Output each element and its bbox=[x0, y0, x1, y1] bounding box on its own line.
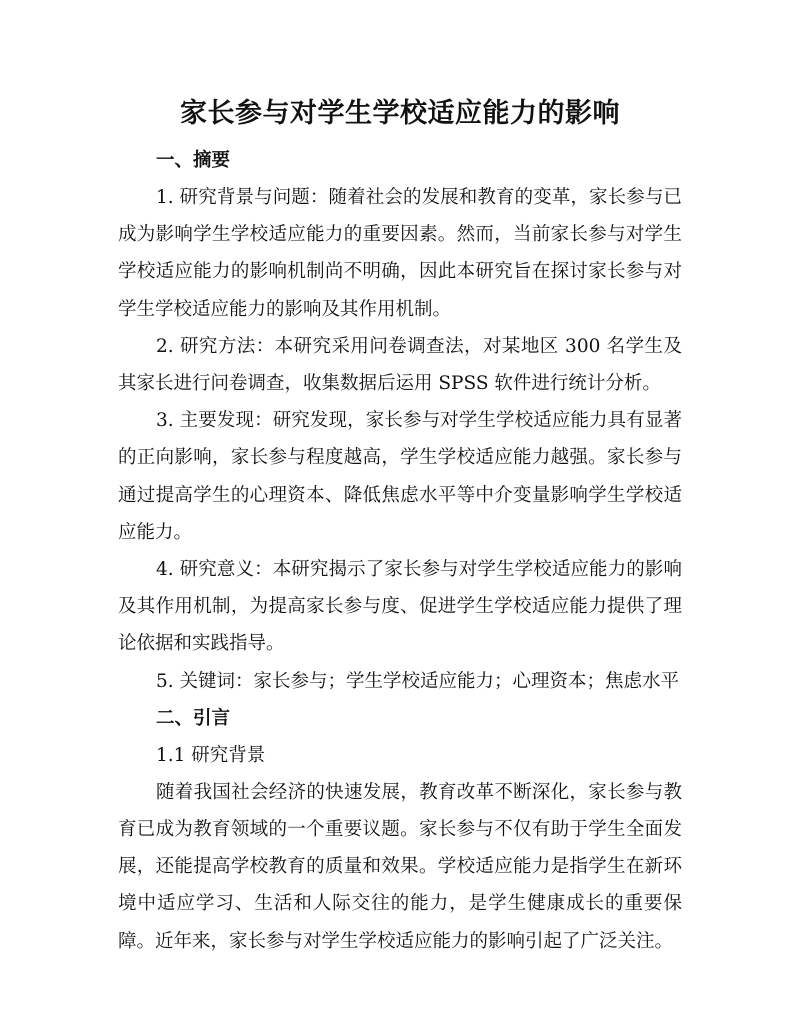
document-title: 家长参与对学生学校适应能力的影响 bbox=[180, 98, 620, 129]
abstract-item-keywords: 5. 关键词：家长参与；学生学校适应能力；心理资本；焦虑水平 bbox=[156, 670, 680, 692]
abstract-item-significance: 4. 研究意义：本研究揭示了家长参与对学生学校适应能力的影响及其作用机制，为提高家长参与度、促进学生学校适应能力提供了理论依据和实践指导。 bbox=[118, 559, 682, 655]
abstract-item-findings: 3. 主要发现：研究发现，家长参与对学生学校适应能力具有显著的正向影响，家长参与程度越高，学生学校适应能力越强。家长参与通过提高学生的心理资本、降低焦虑水平等中介变量影响学生学校适应能力。 bbox=[118, 410, 682, 543]
introduction-heading: 二、引言 bbox=[156, 707, 231, 729]
introduction-subheading: 1.1 研究背景 bbox=[156, 744, 266, 766]
abstract-item-background: 1. 研究背景与问题：随着社会的发展和教育的变革，家长参与已成为影响学生学校适应能力的重要因素。然而，当前家长参与对学生学校适应能力的影响机制尚不明确，因此本研究旨在探讨家长参与对学生学校适应能力的影响及其作用机制。 bbox=[118, 187, 682, 320]
introduction-paragraph: 随着我国社会经济的快速发展，教育改革不断深化，家长参与教育已成为教育领域的一个重要议题。家长参与不仅有助于学生全面发展，还能提高学校教育的质量和效果。学校适应能力是指学生在新环境中适应学习、生活和人际交往的能力，是学生健康成长的重要保障。近年来，家长参与对学生学校适应能力的影响引起了广泛关注。 bbox=[118, 781, 682, 952]
abstract-item-method: 2. 研究方法：本研究采用问卷调查法，对某地区 300 名学生及其家长进行问卷调查，收集数据后运用 SPSS 软件进行统计分析。 bbox=[118, 335, 682, 395]
abstract-heading: 一、摘要 bbox=[156, 150, 231, 171]
